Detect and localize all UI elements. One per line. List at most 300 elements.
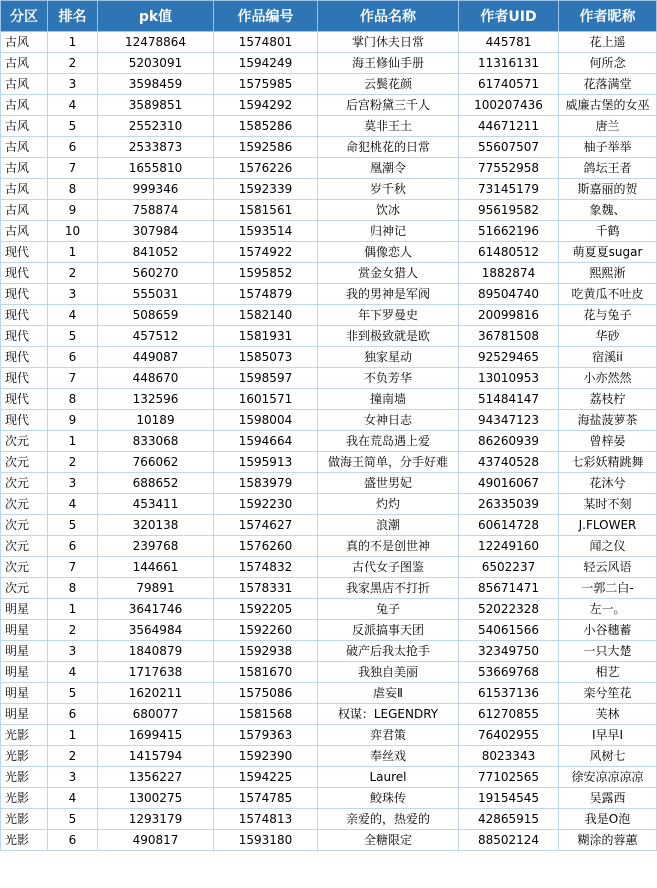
cell-zone: 光影 — [1, 809, 48, 830]
cell-zone: 光影 — [1, 746, 48, 767]
cell-work-title: 我的男神是军阀 — [318, 284, 459, 305]
cell-work-title: 兔子 — [318, 599, 459, 620]
table-row — [1, 767, 657, 788]
cell-work-id: 1592938 — [214, 641, 318, 662]
table-row — [1, 32, 657, 53]
cell-author-uid: 36781508 — [459, 326, 559, 347]
cell-author-uid: 8023343 — [459, 746, 559, 767]
cell-zone: 光影 — [1, 767, 48, 788]
cell-zone: 次元 — [1, 557, 48, 578]
cell-author-nickname: 鸽坛王者 — [559, 158, 657, 179]
cell-work-id: 1594249 — [214, 53, 318, 74]
cell-rank: 7 — [48, 557, 98, 578]
cell-work-id: 1581670 — [214, 662, 318, 683]
table-row — [1, 515, 657, 536]
cell-work-id: 1595852 — [214, 263, 318, 284]
cell-pk-value: 320138 — [98, 515, 214, 536]
cell-rank: 7 — [48, 368, 98, 389]
cell-author-nickname: 轻云风语 — [559, 557, 657, 578]
table-row — [1, 263, 657, 284]
table-row — [1, 830, 657, 851]
table-row — [1, 725, 657, 746]
cell-work-id: 1594664 — [214, 431, 318, 452]
table-row — [1, 410, 657, 431]
cell-pk-value: 3641746 — [98, 599, 214, 620]
cell-pk-value: 79891 — [98, 578, 214, 599]
cell-author-nickname: 斯嘉丽的贺 — [559, 179, 657, 200]
cell-zone: 古风 — [1, 221, 48, 242]
cell-author-nickname: I早早I — [559, 725, 657, 746]
table-row — [1, 347, 657, 368]
cell-zone: 光影 — [1, 830, 48, 851]
cell-rank: 1 — [48, 242, 98, 263]
cell-zone: 次元 — [1, 431, 48, 452]
cell-author-uid: 61740571 — [459, 74, 559, 95]
cell-work-id: 1574879 — [214, 284, 318, 305]
cell-author-nickname: 栾兮笙花 — [559, 683, 657, 704]
cell-work-title: 灼灼 — [318, 494, 459, 515]
cell-author-nickname: 何所念 — [559, 53, 657, 74]
cell-work-title: 不负芳华 — [318, 368, 459, 389]
cell-author-uid: 85671471 — [459, 578, 559, 599]
cell-pk-value: 508659 — [98, 305, 214, 326]
cell-zone: 明星 — [1, 620, 48, 641]
cell-zone: 现代 — [1, 368, 48, 389]
table-row — [1, 305, 657, 326]
cell-author-nickname: 花上遥 — [559, 32, 657, 53]
header-pk-value: pk值 — [98, 1, 214, 32]
cell-author-uid: 94347123 — [459, 410, 559, 431]
cell-pk-value: 688652 — [98, 473, 214, 494]
cell-work-id: 1592230 — [214, 494, 318, 515]
cell-pk-value: 758874 — [98, 200, 214, 221]
cell-pk-value: 3598459 — [98, 74, 214, 95]
cell-work-title: 撞南墙 — [318, 389, 459, 410]
cell-work-title: 饮冰 — [318, 200, 459, 221]
cell-author-nickname: 小亦然然 — [559, 368, 657, 389]
cell-rank: 8 — [48, 578, 98, 599]
cell-work-id: 1576260 — [214, 536, 318, 557]
cell-author-uid: 6502237 — [459, 557, 559, 578]
cell-author-nickname: 风树七 — [559, 746, 657, 767]
cell-work-title: 盛世男妃 — [318, 473, 459, 494]
cell-author-uid: 43740528 — [459, 452, 559, 473]
cell-pk-value: 307984 — [98, 221, 214, 242]
cell-author-nickname: 我是O泡 — [559, 809, 657, 830]
table-row — [1, 683, 657, 704]
cell-rank: 1 — [48, 32, 98, 53]
cell-rank: 8 — [48, 179, 98, 200]
cell-work-id: 1581568 — [214, 704, 318, 725]
cell-author-nickname: 一只大楚 — [559, 641, 657, 662]
cell-work-id: 1592205 — [214, 599, 318, 620]
cell-author-uid: 53669768 — [459, 662, 559, 683]
cell-work-title: 我在荒岛遇上爱 — [318, 431, 459, 452]
cell-pk-value: 453411 — [98, 494, 214, 515]
header-row — [1, 1, 657, 32]
cell-work-title: 虐妄Ⅱ — [318, 683, 459, 704]
table-row — [1, 389, 657, 410]
cell-zone: 现代 — [1, 242, 48, 263]
cell-zone: 次元 — [1, 536, 48, 557]
cell-author-nickname: 荔枝柠 — [559, 389, 657, 410]
header-work-title: 作品名称 — [318, 1, 459, 32]
cell-author-uid: 73145179 — [459, 179, 559, 200]
cell-author-uid: 1882874 — [459, 263, 559, 284]
table-row — [1, 221, 657, 242]
cell-author-nickname: 芙林 — [559, 704, 657, 725]
cell-pk-value: 10189 — [98, 410, 214, 431]
cell-work-title: 岁千秋 — [318, 179, 459, 200]
cell-zone: 光影 — [1, 725, 48, 746]
cell-zone: 现代 — [1, 326, 48, 347]
cell-rank: 3 — [48, 767, 98, 788]
cell-author-uid: 76402955 — [459, 725, 559, 746]
cell-author-nickname: 花沐兮 — [559, 473, 657, 494]
table-row — [1, 74, 657, 95]
cell-author-uid: 60614728 — [459, 515, 559, 536]
cell-rank: 2 — [48, 263, 98, 284]
cell-pk-value: 1717638 — [98, 662, 214, 683]
table-row — [1, 326, 657, 347]
header-zone: 分区 — [1, 1, 48, 32]
cell-work-id: 1592260 — [214, 620, 318, 641]
cell-author-uid: 61270855 — [459, 704, 559, 725]
cell-zone: 明星 — [1, 599, 48, 620]
cell-pk-value: 448670 — [98, 368, 214, 389]
cell-author-nickname: 唐兰 — [559, 116, 657, 137]
cell-work-title: 弈君策 — [318, 725, 459, 746]
cell-author-nickname: 闻之仪 — [559, 536, 657, 557]
cell-zone: 次元 — [1, 578, 48, 599]
table-row — [1, 557, 657, 578]
table-row — [1, 200, 657, 221]
cell-rank: 2 — [48, 452, 98, 473]
cell-work-id: 1582140 — [214, 305, 318, 326]
cell-pk-value: 833068 — [98, 431, 214, 452]
cell-pk-value: 449087 — [98, 347, 214, 368]
cell-work-id: 1594225 — [214, 767, 318, 788]
cell-author-uid: 52022328 — [459, 599, 559, 620]
cell-author-uid: 95619582 — [459, 200, 559, 221]
cell-work-title: 非到极致就是欧 — [318, 326, 459, 347]
cell-work-id: 1585286 — [214, 116, 318, 137]
cell-work-id: 1579363 — [214, 725, 318, 746]
cell-rank: 9 — [48, 410, 98, 431]
cell-work-title: 鲛珠传 — [318, 788, 459, 809]
header-work-id: 作品编号 — [214, 1, 318, 32]
cell-work-id: 1585073 — [214, 347, 318, 368]
cell-pk-value: 2552310 — [98, 116, 214, 137]
cell-author-uid: 89504740 — [459, 284, 559, 305]
cell-rank: 5 — [48, 326, 98, 347]
cell-work-id: 1583979 — [214, 473, 318, 494]
cell-work-title: 凰潮令 — [318, 158, 459, 179]
cell-author-uid: 86260939 — [459, 431, 559, 452]
cell-zone: 现代 — [1, 389, 48, 410]
cell-zone: 现代 — [1, 410, 48, 431]
cell-work-id: 1594292 — [214, 95, 318, 116]
cell-zone: 次元 — [1, 473, 48, 494]
cell-rank: 1 — [48, 725, 98, 746]
table-row — [1, 746, 657, 767]
table-row — [1, 137, 657, 158]
cell-author-uid: 44671211 — [459, 116, 559, 137]
cell-pk-value: 144661 — [98, 557, 214, 578]
cell-pk-value: 3564984 — [98, 620, 214, 641]
cell-author-nickname: 花与兔子 — [559, 305, 657, 326]
cell-zone: 古风 — [1, 158, 48, 179]
table-row — [1, 473, 657, 494]
cell-work-title: 浪潮 — [318, 515, 459, 536]
cell-work-id: 1595913 — [214, 452, 318, 473]
cell-rank: 9 — [48, 200, 98, 221]
cell-pk-value: 1620211 — [98, 683, 214, 704]
cell-work-id: 1576226 — [214, 158, 318, 179]
cell-zone: 古风 — [1, 200, 48, 221]
cell-pk-value: 1300275 — [98, 788, 214, 809]
table-row — [1, 494, 657, 515]
cell-author-uid: 11316131 — [459, 53, 559, 74]
cell-zone: 古风 — [1, 137, 48, 158]
cell-rank: 10 — [48, 221, 98, 242]
cell-zone: 次元 — [1, 494, 48, 515]
cell-zone: 现代 — [1, 347, 48, 368]
cell-author-uid: 19154545 — [459, 788, 559, 809]
table-row — [1, 788, 657, 809]
cell-zone: 明星 — [1, 704, 48, 725]
cell-author-uid: 61537136 — [459, 683, 559, 704]
cell-author-nickname: 七彩妖精跳舞 — [559, 452, 657, 473]
cell-rank: 6 — [48, 830, 98, 851]
header-author-nickname: 作者昵称 — [559, 1, 657, 32]
cell-author-nickname: 相艺 — [559, 662, 657, 683]
table-row — [1, 368, 657, 389]
cell-rank: 6 — [48, 347, 98, 368]
cell-rank: 1 — [48, 599, 98, 620]
cell-rank: 6 — [48, 137, 98, 158]
cell-work-title: 莫非王土 — [318, 116, 459, 137]
cell-author-nickname: 萌夏夏sugar — [559, 242, 657, 263]
cell-rank: 5 — [48, 809, 98, 830]
cell-author-uid: 54061566 — [459, 620, 559, 641]
cell-rank: 3 — [48, 641, 98, 662]
cell-zone: 现代 — [1, 284, 48, 305]
cell-zone: 明星 — [1, 662, 48, 683]
cell-work-title: 云鬓花颜 — [318, 74, 459, 95]
cell-pk-value: 1415794 — [98, 746, 214, 767]
cell-author-nickname: 糊涂的蓉蕙 — [559, 830, 657, 851]
cell-work-id: 1574922 — [214, 242, 318, 263]
cell-work-id: 1598004 — [214, 410, 318, 431]
cell-work-title: 亲爱的，热爱的 — [318, 809, 459, 830]
cell-rank: 5 — [48, 116, 98, 137]
table-row — [1, 53, 657, 74]
cell-work-title: 我独自美丽 — [318, 662, 459, 683]
cell-pk-value: 2533873 — [98, 137, 214, 158]
cell-zone: 次元 — [1, 515, 48, 536]
cell-work-title: 偶像恋人 — [318, 242, 459, 263]
cell-work-id: 1592339 — [214, 179, 318, 200]
cell-author-uid: 100207436 — [459, 95, 559, 116]
cell-author-uid: 92529465 — [459, 347, 559, 368]
cell-pk-value: 3589851 — [98, 95, 214, 116]
cell-rank: 5 — [48, 683, 98, 704]
cell-work-id: 1575086 — [214, 683, 318, 704]
cell-zone: 古风 — [1, 53, 48, 74]
cell-rank: 4 — [48, 305, 98, 326]
table-row — [1, 284, 657, 305]
cell-author-nickname: J.FLOWER — [559, 515, 657, 536]
cell-work-title: 古代女子图鉴 — [318, 557, 459, 578]
cell-work-title: 独家星动 — [318, 347, 459, 368]
table-row — [1, 704, 657, 725]
cell-rank: 4 — [48, 662, 98, 683]
cell-work-title: 奉丝戏 — [318, 746, 459, 767]
cell-author-uid: 61480512 — [459, 242, 559, 263]
cell-work-title: 女神日志 — [318, 410, 459, 431]
cell-zone: 古风 — [1, 116, 48, 137]
cell-work-id: 1592586 — [214, 137, 318, 158]
cell-zone: 次元 — [1, 452, 48, 473]
cell-pk-value: 999346 — [98, 179, 214, 200]
cell-author-uid: 51662196 — [459, 221, 559, 242]
cell-rank: 6 — [48, 704, 98, 725]
table-row — [1, 536, 657, 557]
table-row — [1, 620, 657, 641]
cell-pk-value: 555031 — [98, 284, 214, 305]
cell-author-uid: 88502124 — [459, 830, 559, 851]
cell-pk-value: 1699415 — [98, 725, 214, 746]
cell-work-id: 1593514 — [214, 221, 318, 242]
cell-pk-value: 841052 — [98, 242, 214, 263]
cell-work-title: 归神记 — [318, 221, 459, 242]
cell-pk-value: 1840879 — [98, 641, 214, 662]
cell-author-uid: 55607507 — [459, 137, 559, 158]
header-author-uid: 作者UID — [459, 1, 559, 32]
cell-author-uid: 12249160 — [459, 536, 559, 557]
cell-author-nickname: 徐安凉凉凉凉 — [559, 767, 657, 788]
cell-work-id: 1574813 — [214, 809, 318, 830]
cell-author-uid: 42865915 — [459, 809, 559, 830]
cell-work-id: 1592390 — [214, 746, 318, 767]
cell-author-nickname: 威廉古堡的女巫 — [559, 95, 657, 116]
table-body — [1, 32, 657, 851]
cell-work-title: 真的不是创世神 — [318, 536, 459, 557]
cell-author-nickname: 海盐菠萝茶 — [559, 410, 657, 431]
cell-author-uid: 32349750 — [459, 641, 559, 662]
cell-zone: 古风 — [1, 74, 48, 95]
cell-work-title: 年下罗曼史 — [318, 305, 459, 326]
cell-author-nickname: 吴露西 — [559, 788, 657, 809]
cell-pk-value: 1356227 — [98, 767, 214, 788]
cell-rank: 8 — [48, 389, 98, 410]
cell-work-title: 做海王简单，分手好难 — [318, 452, 459, 473]
table-row — [1, 95, 657, 116]
table-row — [1, 641, 657, 662]
cell-author-nickname: 左一。 — [559, 599, 657, 620]
cell-zone: 现代 — [1, 263, 48, 284]
cell-pk-value: 239768 — [98, 536, 214, 557]
cell-work-id: 1574785 — [214, 788, 318, 809]
cell-rank: 2 — [48, 620, 98, 641]
cell-work-title: 全糖限定 — [318, 830, 459, 851]
cell-work-title: 反派搞事天团 — [318, 620, 459, 641]
cell-work-id: 1578331 — [214, 578, 318, 599]
cell-author-nickname: 宿溪ii — [559, 347, 657, 368]
cell-work-id: 1598597 — [214, 368, 318, 389]
cell-author-nickname: 花落满堂 — [559, 74, 657, 95]
cell-author-uid: 51484147 — [459, 389, 559, 410]
cell-pk-value: 1293179 — [98, 809, 214, 830]
table-row — [1, 431, 657, 452]
cell-zone: 古风 — [1, 95, 48, 116]
cell-author-uid: 26335039 — [459, 494, 559, 515]
table-row — [1, 242, 657, 263]
cell-author-uid: 77102565 — [459, 767, 559, 788]
cell-rank: 2 — [48, 53, 98, 74]
cell-rank: 2 — [48, 746, 98, 767]
table-row — [1, 599, 657, 620]
cell-pk-value: 132596 — [98, 389, 214, 410]
cell-author-nickname: 熙熙淅 — [559, 263, 657, 284]
cell-author-uid: 13010953 — [459, 368, 559, 389]
cell-rank: 4 — [48, 494, 98, 515]
cell-work-id: 1601571 — [214, 389, 318, 410]
cell-author-uid: 77552958 — [459, 158, 559, 179]
cell-rank: 5 — [48, 515, 98, 536]
cell-work-title: 后宫粉黛三千人 — [318, 95, 459, 116]
cell-author-uid: 49016067 — [459, 473, 559, 494]
cell-author-nickname: 一郭二白- — [559, 578, 657, 599]
cell-rank: 4 — [48, 788, 98, 809]
cell-work-title: 命犯桃花的日常 — [318, 137, 459, 158]
cell-author-nickname: 吃黄瓜不吐皮 — [559, 284, 657, 305]
cell-pk-value: 680077 — [98, 704, 214, 725]
cell-work-title: 权谋：LEGENDRY — [318, 704, 459, 725]
table-row — [1, 662, 657, 683]
cell-work-id: 1574832 — [214, 557, 318, 578]
cell-zone: 明星 — [1, 641, 48, 662]
table-row — [1, 578, 657, 599]
cell-zone: 古风 — [1, 32, 48, 53]
table-row — [1, 452, 657, 473]
cell-work-title: Laurel — [318, 767, 459, 788]
cell-zone: 光影 — [1, 788, 48, 809]
cell-rank: 3 — [48, 284, 98, 305]
cell-rank: 3 — [48, 473, 98, 494]
cell-work-id: 1574627 — [214, 515, 318, 536]
cell-zone: 古风 — [1, 179, 48, 200]
cell-rank: 7 — [48, 158, 98, 179]
table-row — [1, 809, 657, 830]
table-row — [1, 158, 657, 179]
cell-author-nickname: 某时不刻 — [559, 494, 657, 515]
cell-rank: 1 — [48, 431, 98, 452]
cell-pk-value: 457512 — [98, 326, 214, 347]
cell-work-title: 掌门休夫日常 — [318, 32, 459, 53]
cell-work-title: 赏金女猎人 — [318, 263, 459, 284]
cell-author-uid: 445781 — [459, 32, 559, 53]
cell-pk-value: 5203091 — [98, 53, 214, 74]
cell-zone: 现代 — [1, 305, 48, 326]
cell-work-id: 1574801 — [214, 32, 318, 53]
cell-author-nickname: 象魏、 — [559, 200, 657, 221]
cell-zone: 明星 — [1, 683, 48, 704]
cell-pk-value: 766062 — [98, 452, 214, 473]
cell-author-nickname: 曾梓晏 — [559, 431, 657, 452]
cell-rank: 6 — [48, 536, 98, 557]
